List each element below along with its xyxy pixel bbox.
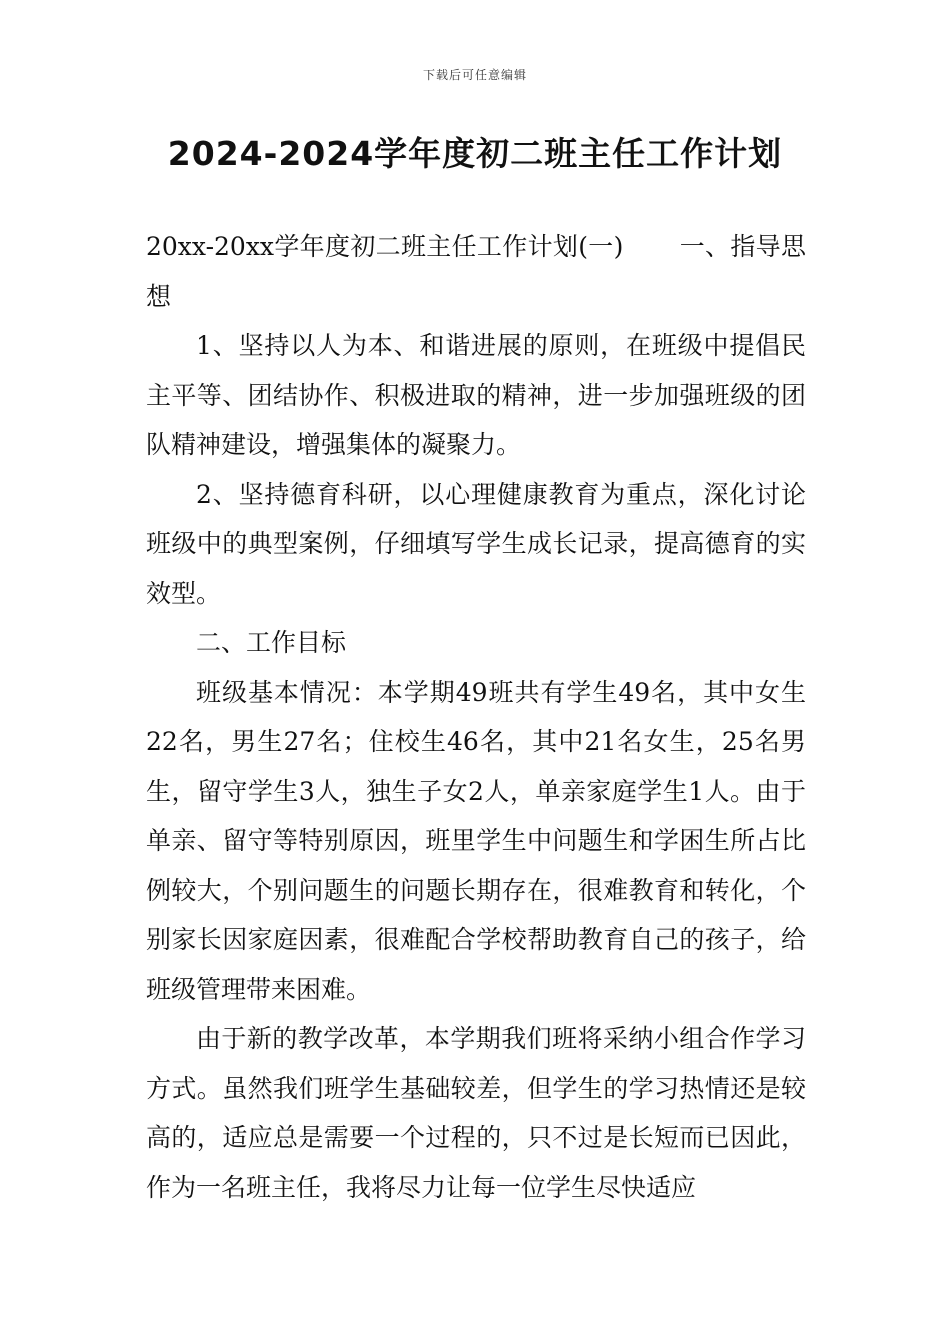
section-heading-goals: 二、工作目标 bbox=[196, 628, 347, 657]
paragraph-class-info: 班级基本情况：本学期49班共有学生49名，其中女生22名，男生27名；住校生46名，其中21名女生，25名男生，留守学生3人，独生子女2人，单亲家庭学生1人。由于单亲、留守等特别原因，班里学生中问题生和学困生所占比例较大，个别问题生的问题长期存在，很难教育和转化，个别家长因家庭因素，很难配合学校帮助教育自己的孩子，给班级管理带来困难。 bbox=[146, 677, 806, 1004]
document-title: 2024-2024学年度初二班主任工作计划 bbox=[167, 134, 783, 173]
document-body bbox=[146, 222, 806, 1212]
header-note: 下载后可任意编辑 bbox=[422, 68, 527, 82]
intro-section-heading: 一、指导思想 bbox=[146, 232, 806, 311]
paragraph-2: 2、坚持德育科研，以心理健康教育为重点，深化讨论班级中的典型案例，仔细填写学生成长记录，提高德育的实效型。 bbox=[146, 479, 806, 608]
paragraph-teaching-reform: 由于新的教学改革，本学期我们班将采纳小组合作学习方式。虽然我们班学生基础较差，但学生的学习热情还是较高的，适应总是需要一个过程的，只不过是长短而已因此，作为一名班主任，我将尽力让每一位学生尽快适应 bbox=[146, 1024, 806, 1202]
paragraph-1: 1、坚持以人为本、和谐进展的原则，在班级中提倡民主平等、团结协作、积极进取的精神，进一步加强班级的团队精神建设，增强集体的凝聚力。 bbox=[146, 331, 806, 459]
intro-paragraph bbox=[146, 222, 806, 321]
intro-heading: 20xx-20xx学年度初二班主任工作计划(一) bbox=[146, 232, 624, 261]
